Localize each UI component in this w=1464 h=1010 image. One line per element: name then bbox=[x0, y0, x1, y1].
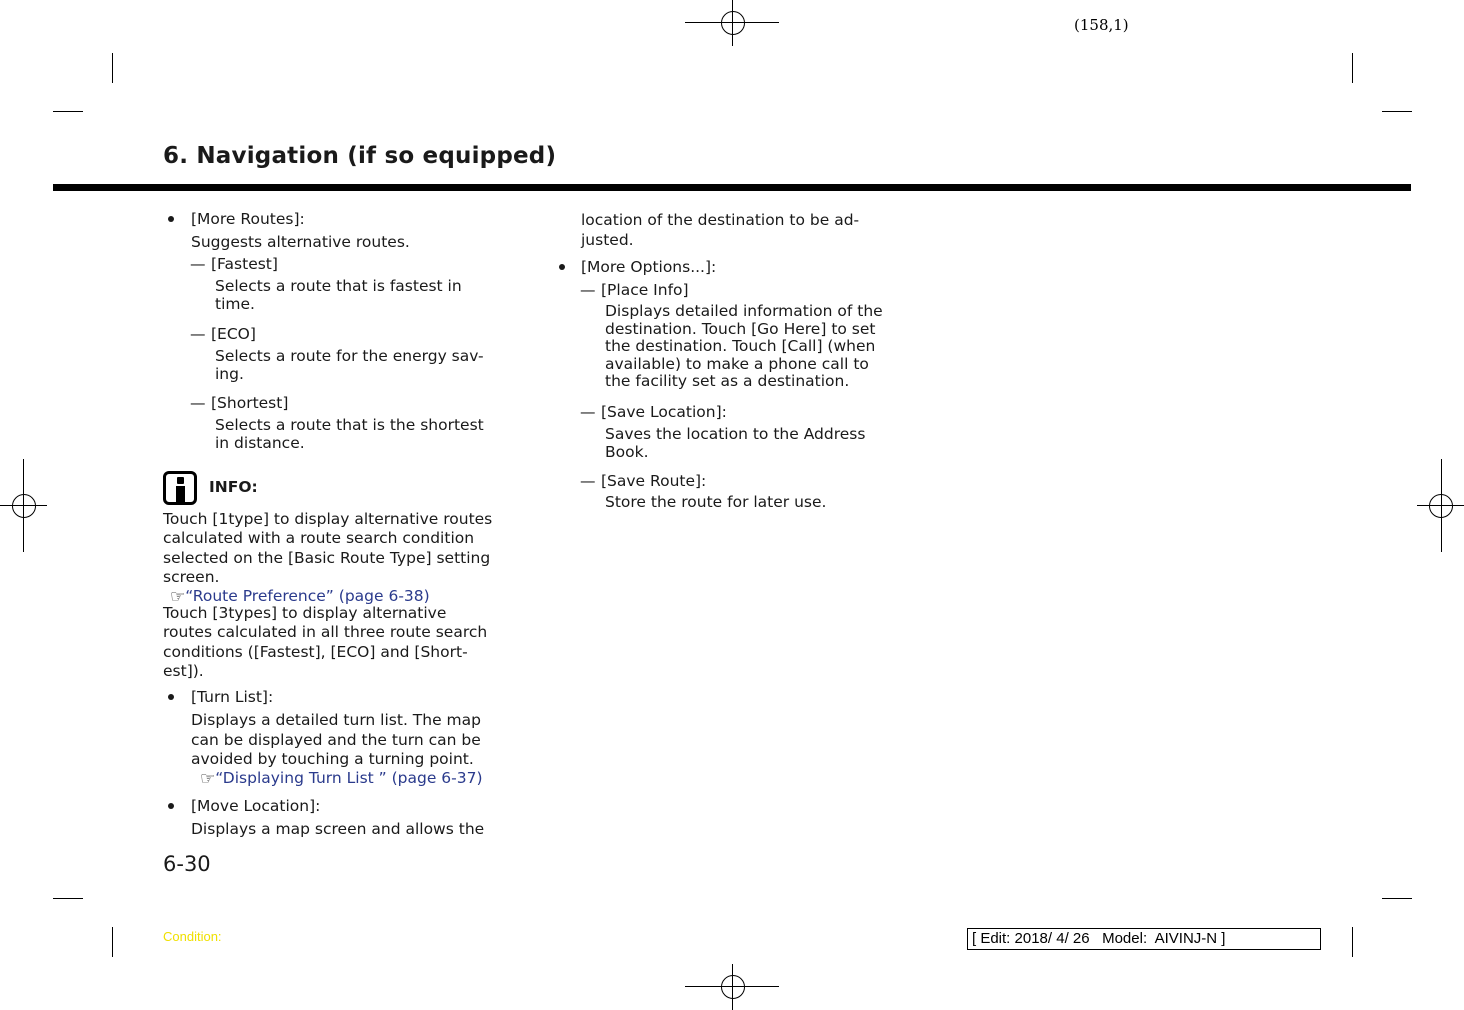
dash-icon: — bbox=[190, 394, 206, 412]
bullet-icon bbox=[168, 803, 174, 809]
pointing-hand-icon: ☞ bbox=[170, 587, 186, 607]
move-location-label: [Move Location]: bbox=[191, 797, 321, 815]
crop-mark bbox=[1382, 111, 1412, 112]
crop-mark bbox=[53, 111, 83, 112]
bullet-icon bbox=[168, 216, 174, 222]
place-info-label: [Place Info] bbox=[601, 281, 689, 299]
info-icon bbox=[163, 471, 197, 505]
save-route-description: Store the route for later use. bbox=[605, 493, 827, 511]
crop-mark bbox=[53, 898, 83, 899]
turn-list-label: [Turn List]: bbox=[191, 688, 274, 706]
info-label: INFO: bbox=[209, 478, 258, 496]
move-location-description: Displays a map screen and allows the bbox=[191, 820, 485, 838]
more-routes-description: Suggests alternative routes. bbox=[191, 233, 410, 251]
bullet-icon bbox=[559, 264, 565, 270]
pointing-hand-icon: ☞ bbox=[200, 769, 216, 789]
info-paragraph-1: Touch [1type] to display alternative routes calculated with a route search condition selected on the [Basic Route Type] setting screen. bbox=[163, 510, 493, 586]
dash-icon: — bbox=[190, 325, 206, 343]
option-eco-description: Selects a route for the energy sav- ing. bbox=[215, 347, 484, 383]
option-shortest-description: Selects a route that is the shortest in distance. bbox=[215, 416, 484, 452]
place-info-description: Displays detailed information of the destination. Touch [Go Here] to set the destination. Touch [Call] (when available) to make a phone call to the facility set as a destination. bbox=[605, 302, 883, 390]
dash-icon: — bbox=[190, 255, 206, 273]
bullet-icon bbox=[168, 694, 174, 700]
crop-mark bbox=[1352, 927, 1353, 957]
dash-icon: — bbox=[580, 403, 596, 421]
save-location-label: [Save Location]: bbox=[601, 403, 727, 421]
crop-mark bbox=[1352, 53, 1353, 83]
crop-mark bbox=[112, 927, 113, 957]
crop-mark bbox=[112, 53, 113, 83]
title-rule bbox=[53, 184, 1411, 191]
condition-label: Condition: bbox=[163, 929, 222, 944]
info-paragraph-2: Touch [3types] to display alternative routes calculated in all three route search conditions ([Fastest], [ECO] and [Short- est]). bbox=[163, 604, 488, 680]
page-code: (158,1) bbox=[1074, 16, 1129, 34]
crop-mark bbox=[1382, 898, 1412, 899]
dash-icon: — bbox=[580, 281, 596, 299]
option-fastest-description: Selects a route that is fastest in time. bbox=[215, 277, 462, 313]
save-route-label: [Save Route]: bbox=[601, 472, 707, 490]
turn-list-description: Displays a detailed turn list. The map can be displayed and the turn can be avoided by touching a turning point. bbox=[191, 711, 481, 768]
xref-route-preference[interactable]: ☞“Route Preference” (page 6-38) bbox=[170, 587, 430, 607]
option-fastest-label: [Fastest] bbox=[211, 255, 278, 273]
more-routes-label: [More Routes]: bbox=[191, 210, 305, 228]
option-shortest-label: [Shortest] bbox=[211, 394, 289, 412]
save-location-description: Saves the location to the Address Book. bbox=[605, 425, 866, 461]
page-number: 6-30 bbox=[163, 852, 211, 876]
dash-icon: — bbox=[580, 472, 596, 490]
move-location-continued: location of the destination to be ad- justed. bbox=[581, 211, 860, 249]
option-eco-label: [ECO] bbox=[211, 325, 256, 343]
more-options-label: [More Options...]: bbox=[581, 258, 717, 276]
xref-displaying-turn-list[interactable]: ☞“Displaying Turn List ” (page 6-37) bbox=[200, 769, 483, 789]
edit-info: [ Edit: 2018/ 4/ 26 Model: AIVINJ-N ] bbox=[967, 928, 1321, 950]
section-title: 6. Navigation (if so equipped) bbox=[163, 143, 557, 169]
